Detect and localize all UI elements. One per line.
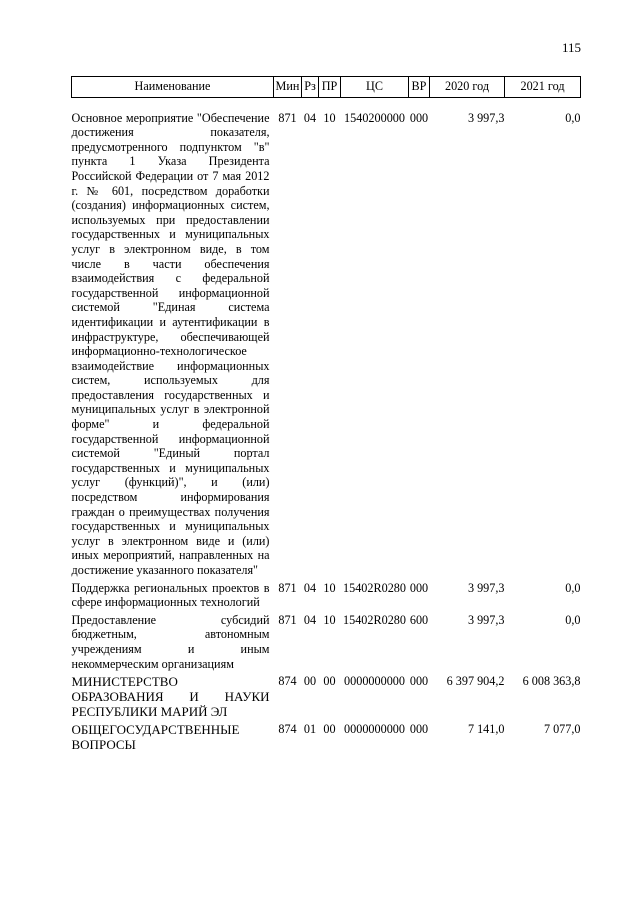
table-row — [72, 578, 581, 610]
row-name: Основное мероприятие "Обеспечение достижения показателя, предусмотренного подпунктом "в" пункта 1 Указа Президента Российской Федерации от 7 мая 2012 г. № 601, посредством доработки (создания) информационных систем, используемых при предоставлении государственных и муниципальных услуг в электронном виде, в том числе в части обеспечения взаимодействия с федеральной государственной информационной системой "Единая система идентификации и аутентификации в инфраструктуре, обеспечивающей информационно-технологическое взаимодействие информационных систем, используемых для предоставления государственных и муниципальных услуг в электронной форме" и федеральной государственной информационной системой "Единый портал государственных и муниципальных услуг (функций)", и (или) посредством информирования граждан о преимуществах получения государственных и муниципальных услуг в электронном виде и (или) иных мероприятий, направленных на достижение указанного показателя" — [71, 110, 270, 577]
row-year-2020: 6 397 904,2 — [446, 674, 505, 689]
row-rz: 00 — [303, 674, 317, 689]
table-row — [72, 719, 581, 752]
row-pr: 10 — [323, 580, 336, 595]
row-cs: 15402R0280 — [343, 580, 406, 595]
row-name: ОБЩЕГОСУДАРСТВЕННЫЕ ВОПРОСЫ — [71, 722, 240, 753]
row-year-2021: 0,0 — [565, 580, 581, 595]
budget-table — [71, 76, 581, 752]
row-pr: 10 — [323, 612, 336, 627]
row-pr: 00 — [323, 722, 336, 737]
row-min: 874 — [278, 722, 297, 737]
row-rz: 04 — [303, 110, 317, 125]
table-row — [72, 97, 581, 578]
header-cs: ЦС — [341, 77, 409, 98]
row-rz: 04 — [303, 580, 317, 595]
row-cs: 1540200000 — [344, 110, 405, 125]
row-year-2021: 7 077,0 — [543, 722, 581, 737]
row-name: МИНИСТЕРСТВО ОБРАЗОВАНИЯ И НАУКИ РЕСПУБЛИКИ МАРИЙ ЭЛ — [71, 674, 270, 720]
row-year-2020: 3 997,3 — [467, 110, 505, 125]
row-vr: 000 — [409, 722, 429, 737]
header-rz: Рз — [302, 77, 319, 98]
row-min: 871 — [278, 612, 297, 627]
row-cs: 0000000000 — [344, 674, 405, 689]
table-row — [72, 671, 581, 719]
header-pr: ПР — [319, 77, 341, 98]
row-year-2020: 3 997,3 — [467, 612, 505, 627]
row-year-2021: 6 008 363,8 — [522, 674, 581, 689]
header-min: Мин — [274, 77, 302, 98]
row-year-2020: 7 141,0 — [467, 722, 505, 737]
row-year-2021: 0,0 — [565, 612, 581, 627]
table-header — [72, 77, 581, 98]
row-min: 871 — [278, 580, 297, 595]
header-row — [72, 77, 581, 98]
table-body — [72, 97, 581, 752]
header-year-2021: 2021 год — [505, 77, 581, 98]
page-number: 115 — [561, 40, 581, 55]
row-min: 871 — [278, 110, 297, 125]
row-rz: 01 — [303, 722, 317, 737]
row-year-2020: 3 997,3 — [467, 580, 505, 595]
row-vr: 600 — [409, 612, 429, 627]
table-row — [72, 610, 581, 671]
row-name: Поддержка региональных проектов в сфере информационных технологий — [71, 580, 270, 610]
header-year-2020: 2020 год — [430, 77, 505, 98]
row-rz: 04 — [303, 612, 317, 627]
row-name: Предоставление субсидий бюджетным, автономным учреждениям и иным некоммерческим организациям — [71, 612, 270, 671]
row-cs: 0000000000 — [344, 722, 405, 737]
row-vr: 000 — [409, 580, 429, 595]
row-cs: 15402R0280 — [343, 612, 406, 627]
row-min: 874 — [278, 674, 297, 689]
row-pr: 10 — [323, 110, 336, 125]
row-vr: 000 — [409, 110, 429, 125]
row-year-2021: 0,0 — [565, 110, 581, 125]
row-vr: 000 — [409, 674, 429, 689]
header-vr: ВР — [409, 77, 430, 98]
row-pr: 00 — [323, 674, 336, 689]
header-name: Наименование — [72, 77, 274, 98]
